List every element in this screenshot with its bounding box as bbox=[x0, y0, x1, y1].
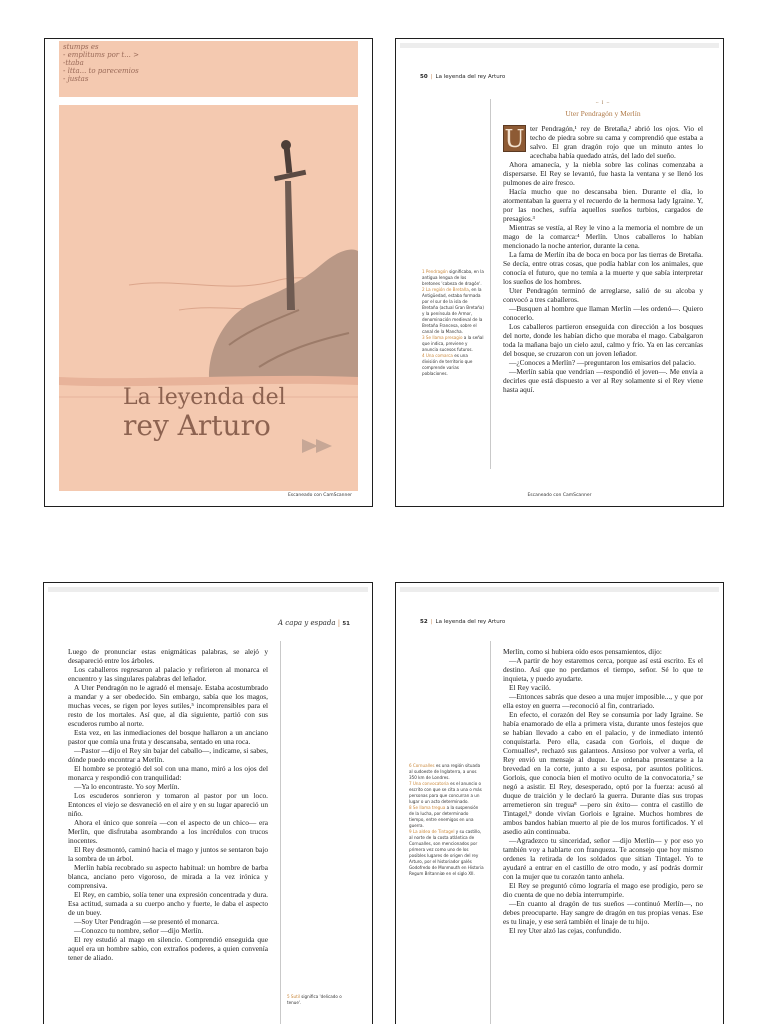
paragraph: Los escuderos sonrieron y tomaron al pastor por un loco. Entonces el viejo se desvaneció en el aire y en su lugar apareció un niño. bbox=[68, 791, 268, 818]
paragraph: El Rey vaciló. bbox=[509, 683, 551, 692]
margin-notes bbox=[422, 269, 484, 377]
paragraph: Ahora el único que sonreía —con el aspecto de un chico— era Merlín, que disfrutaba asombrando a los incrédulos con trucos inocentes. bbox=[68, 818, 268, 845]
paragraph: El Rey desmontó, caminó hacia el mago y juntos se sentaron bajo la sombra de un árbol. bbox=[68, 845, 268, 863]
cover-title-line2: rey Arturo bbox=[123, 409, 271, 442]
paragraph: El Rey se preguntó cómo lograría el mago ese prodigio, pero se dio cuenta de que no debía interrumpirle. bbox=[503, 881, 703, 899]
cover-page bbox=[44, 38, 373, 507]
margin-notes bbox=[409, 763, 484, 877]
running-head-title: La leyenda del rey Arturo bbox=[435, 619, 506, 625]
page-number: 52 bbox=[420, 619, 428, 625]
main-text bbox=[503, 647, 703, 935]
chapter-title: Uter Pendragón y Merlín bbox=[565, 109, 641, 118]
scanner-watermark: Escaneado con CamScanner bbox=[287, 493, 352, 498]
paragraph: Mientras se vestía, al Rey le vino a la memoria el nombre de un mago de la comarca:⁴ Merlín. Unos caballeros lo habían mencionado la noche anterior, durante la cena. bbox=[503, 223, 703, 250]
divider-icon: | bbox=[337, 619, 341, 627]
divider-icon: | bbox=[430, 74, 433, 80]
cover-illustration-panel bbox=[59, 105, 358, 491]
book-page-51 bbox=[43, 582, 373, 1024]
handwritten-note-line: stumps es bbox=[63, 43, 99, 51]
page-top-strip bbox=[400, 587, 719, 592]
paragraph: —Entonces sabrás que deseo a una mujer imposible..., y que por ella estoy en guerra —reconoció al fin, contrariado. bbox=[503, 692, 703, 710]
column-divider bbox=[280, 641, 281, 1024]
paragraph: —A partir de hoy estaremos cerca, porque así está escrito. Es el destino. Así que no perdamos el tiempo, señor. Sé lo que te inquieta, y puedo ayudarte. bbox=[503, 656, 703, 683]
handwritten-note-line: - emplitums por t... > bbox=[63, 51, 139, 59]
paragraph: Uter Pendragón terminó de arreglarse, salió de su alcoba y convocó a tres caballeros. bbox=[503, 286, 703, 304]
paragraph: U ter Pendragón,¹ rey de Bretaña,² abrió los ojos. Vio el techo de piedra sobre su cama y comprendió que estaba a salvo. El gran dragón rojo que un minuto antes lo acechaba había quedado atrás, del lado del sueño. bbox=[504, 124, 703, 160]
margin-note: 6 Cornualles es una región situada al sudoeste de Inglaterra, a unos 350 km de Londres. bbox=[409, 763, 481, 780]
running-head-title: La leyenda del rey Arturo bbox=[435, 74, 506, 80]
page-top-strip bbox=[400, 43, 719, 48]
column-divider bbox=[490, 641, 491, 1024]
paragraph: —Agradezco tu sinceridad, señor —dijo Merlín— y por eso yo también voy a hablarte con franqueza. Te aconsejo que hoy mismo ordenes la retirada de los soldados que sitian Tintagel. Yo te ayudaré a entrar en el castillo de otro modo, y así podrás dormir con la mujer que tu corazón tanto anhela. bbox=[503, 836, 703, 881]
paragraph: Merlín había recobrado su aspecto habitual: un hombre de barba blanca, anciano pero vigoroso, de mirada a la vez irónica y comprensiva. bbox=[68, 863, 268, 890]
paragraph: —Ya lo encontraste. Yo soy Merlín. bbox=[74, 782, 180, 791]
paragraph: El Rey, en cambio, solía tener una expresión concentrada y dura. Esa actitud, sumada a su cuerpo ancho y fuerte, le daba el aspecto de un buey. bbox=[68, 890, 268, 917]
main-text bbox=[503, 99, 703, 394]
paragraph: —Busquen al hombre que llaman Merlín —les ordenó—. Quiero conocerlo. bbox=[503, 304, 703, 322]
paragraph: Merlín, como si hubiera oído esos pensamientos, dijo: bbox=[503, 647, 662, 656]
double-arrow-icon bbox=[302, 439, 332, 453]
handwritten-note-line: - justas bbox=[63, 75, 89, 83]
main-text bbox=[68, 647, 268, 962]
drop-cap: U bbox=[504, 125, 525, 153]
book-page-50 bbox=[395, 38, 724, 507]
cover-title-line1: La leyenda del bbox=[123, 385, 286, 410]
paragraph: Los caballeros partieron enseguida con dirección a los bosques del norte, donde les habían dicho que moraba el mago. Cabalgaron toda la mañana bajo un cielo azul, calmo y frío. Ya en las cercanías del bosque, se cruzaron con un joven leñador. bbox=[503, 322, 703, 358]
paragraph: En efecto, el corazón del Rey se consumía por lady Igraine. Se había enamorado de ella a primera vista, durante unos festejos que se habían llevado a cabo en el palacio, y de inmediato intentó conquistarla. Pero ella, casada con Gorlois, el duque de Cornualles⁶, rechazó sus galanteos. Ansioso por volver a verla, el Rey envió un mensaje al duque. Le ordenaba presentarse a la brevedad en la corte, junto a su esposa, por asuntos políticos. Gorlois, que conocía bien el motivo oculto de la convocatoria,⁷ se negó a asistir. El Rey, desesperado, optó por la fuerza: acusó al duque de traición y le declaró la guerra. Durante días sus tropas arremetieron sin tregua⁸ —pero sin éxito— contra el castillo de Tintagel,⁹ donde vivían Gorlois e Igraine. Muchos hombres de ambos bandos habían muerto al pie de los muros fortificados. Y el asedio aún continuaba. bbox=[503, 710, 703, 836]
scanner-watermark: Escaneado con CamScanner bbox=[527, 493, 592, 498]
paragraph: El rey Uter alzó las cejas, confundido. bbox=[509, 926, 622, 935]
column-divider bbox=[490, 99, 491, 469]
paragraph: —Conozco tu nombre, señor —dijo Merlín. bbox=[74, 926, 204, 935]
paragraph: El hombre se protegió del sol con una mano, miró a los ojos del monarca y respondió con tranquilidad: bbox=[68, 764, 268, 782]
paragraph: Esta vez, en las inmediaciones del bosque hallaron a un anciano pastor que comía una fruta y descansaba, sentado en una roca. bbox=[68, 728, 268, 746]
chapter-ornament: ~ I ~ bbox=[595, 101, 611, 106]
running-head bbox=[420, 619, 505, 625]
handwritten-note-line: - ltta... to parecemios bbox=[63, 67, 139, 75]
page-number: 51 bbox=[342, 621, 350, 627]
page-number: 50 bbox=[420, 74, 428, 80]
paragraph: —Pastor —dijo el Rey sin bajar del caballo—, indícame, si sabes, dónde puedo encontrar a Merlín. bbox=[68, 746, 268, 764]
handwritten-note-line: -ttaba bbox=[63, 59, 84, 67]
margin-note: 9 La aldea de Tintagel y su castillo, al norte de la costa atlántica de Cornualles, son mencionados por primera vez como uno de los posibles lugares de origen del rey Arturo, por el historiador galés Godofredo de Monmouth en Historia Regum Britanniæ en el siglo XII. bbox=[409, 829, 484, 876]
paragraph: La fama de Merlín iba de boca en boca por las tierras de Bretaña. Se decía, entre otras cosas, que podía hablar con los animales, que conocía el futuro, que no temía a la muerte y que sabía interpretar los sueños de los hombres. bbox=[503, 250, 703, 286]
running-head-title: A capa y espada bbox=[278, 619, 336, 627]
running-head bbox=[278, 619, 350, 627]
margin-note: 1 Pendragón significaba, en la antigua lengua de los bretones 'cabeza de dragón'. bbox=[422, 269, 484, 286]
paragraph: Ahora amanecía, y la niebla sobre las colinas comenzaba a dispersarse. El Rey se levantó, fue hasta la ventana y se llenó los pulmones de aire fresco. bbox=[503, 160, 703, 187]
paragraph: —¿Conoces a Merlín? —preguntaron los emisarios del palacio. bbox=[509, 358, 696, 367]
margin-note: 7 Una convocatoria es el anuncio o escrito con que se cita a una o más personas para que concurran a un lugar o un acto determinado. bbox=[409, 781, 482, 804]
margin-note: 3 Se llama presagio a la señal que indica, previene y anuncia sucesos futuros. bbox=[422, 334, 484, 352]
margin-note: 5 Sutil significa 'delicado o tenue'. bbox=[287, 994, 342, 1005]
margin-note: 8 Se llama tregua a la suspensión de la lucha, por determinado tiempo, entre enemigos en una guerra. bbox=[409, 805, 479, 829]
running-head bbox=[420, 74, 505, 80]
paragraph: —Soy Uter Pendragón —se presentó el monarca. bbox=[74, 917, 219, 926]
cover-top-band bbox=[59, 41, 358, 97]
paragraph: A Uter Pendragón no le agradó el mensaje. Estaba acostumbrado a mandar y a ser obedecido. Sin embargo, sabía que los magos, muchas veces, se rigen por leyes sutiles,⁵ incomprensibles para el resto de los mortales. Así que, al día siguiente, partió con sus escuderos rumbo al norte. bbox=[68, 683, 268, 728]
book-page-52 bbox=[395, 582, 724, 1024]
margin-note: 4 Una comarca es una división de territorio que comprende varias poblaciones. bbox=[422, 353, 473, 376]
margin-note: 2 La región de Bretaña, en la Antigüedad, estaba formada por el sur de la isla de Bretaña (actual Gran Bretaña) y la península de Armor, denominación medieval de la Bretaña Francesa, sobre el canal de la Mancha. bbox=[422, 287, 484, 334]
divider-icon: | bbox=[430, 619, 433, 625]
paragraph: Los caballeros regresaron al palacio y refirieron al monarca el encuentro y las singulares palabras del leñador. bbox=[68, 665, 268, 683]
paragraph: Hacía mucho que no descansaba bien. Durante el día, lo atormentaban la guerra y el recuerdo de la hermosa lady Igraine. Y, por las noches, sufría aquellos sueños turbios, cargados de presagios.³ bbox=[503, 187, 703, 223]
paragraph: —En cuanto al dragón de tus sueños —continuó Merlín—, no debes preocuparte. Hay sangre de dragón en tus propias venas. Ese es tu linaje, y ese será también el linaje de tu hijo. bbox=[503, 899, 703, 926]
paragraph: —Merlín sabía que vendrían —respondió el joven—. Me envía a decirles que está dispuesto a ver al Rey solamente si el Rey viene hasta aquí. bbox=[503, 367, 703, 394]
page-top-strip bbox=[48, 587, 368, 592]
paragraph: El rey estudió al mago en silencio. Comprendió enseguida que aquel era un hombre sabio, con extraños poderes, a quien convenía tener de aliado. bbox=[68, 935, 268, 962]
paragraph: Luego de pronunciar estas enigmáticas palabras, se alejó y desapareció entre los árboles. bbox=[68, 647, 268, 665]
margin-notes bbox=[287, 994, 353, 1006]
